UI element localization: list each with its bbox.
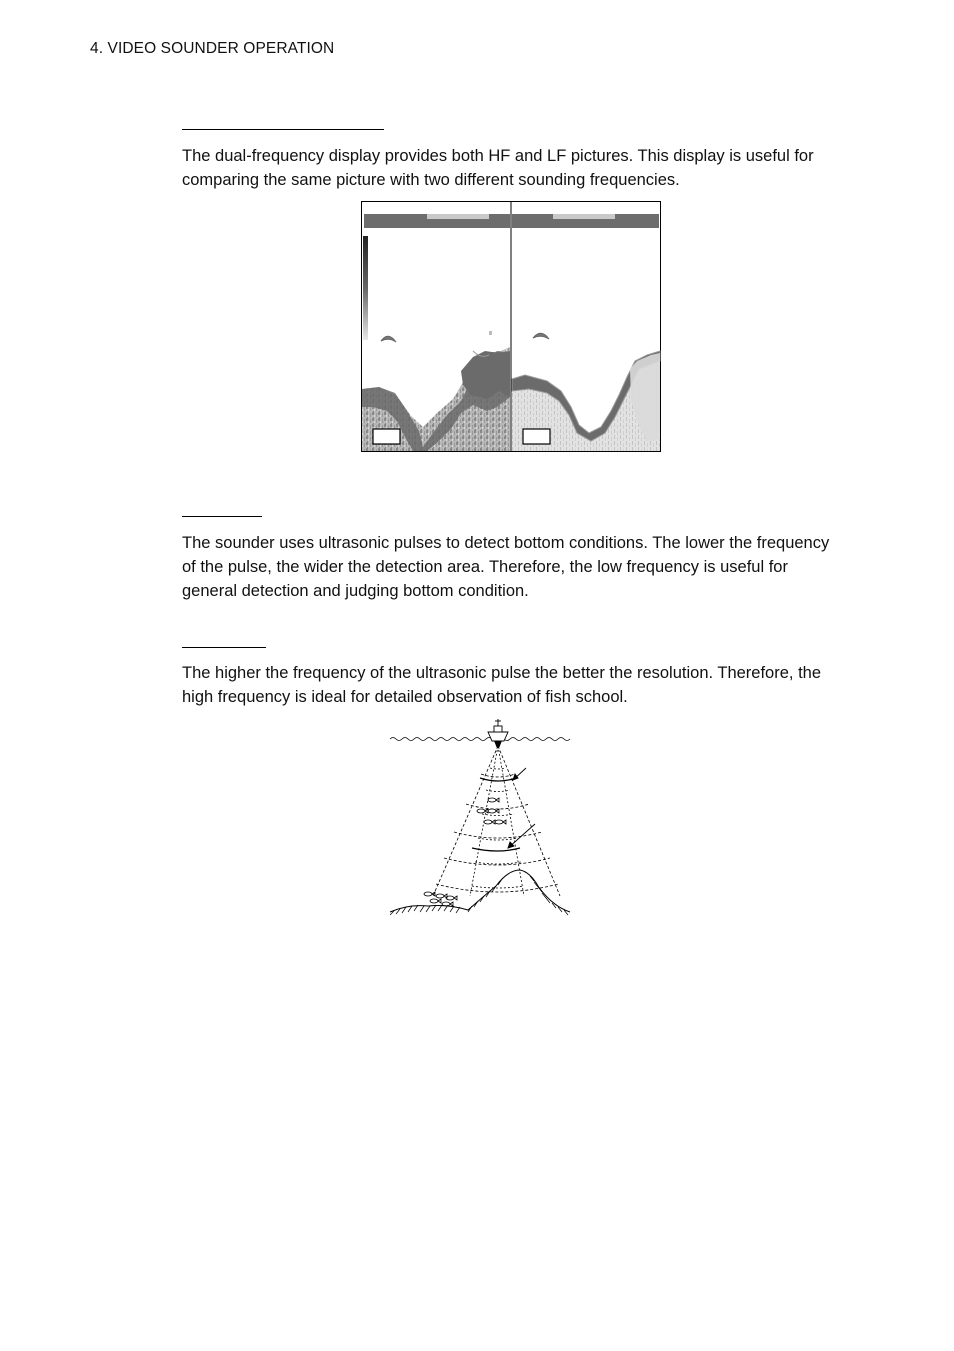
dual-frequency-paragraph: The dual-frequency display provides both HF and LF pictures. This display is useful for comparing the same picture with two different sounding frequencies. (182, 147, 814, 189)
section-heading-underline-low (182, 516, 262, 517)
low-frequency-beam (433, 746, 560, 896)
color-scale-bar (363, 236, 368, 340)
section-heading-underline-high (182, 647, 266, 648)
lf-top-status-bar (512, 214, 659, 228)
hf-label-box (373, 429, 400, 444)
sea-surface-waves (390, 738, 570, 741)
high-frequency-beam (470, 746, 524, 896)
boat-icon (488, 719, 508, 747)
running-header: 4. VIDEO SOUNDER OPERATION (90, 40, 335, 57)
high-frequency-paragraph: The higher the frequency of the ultrasonic pulse the better the resolution. Therefore, the high frequency is ideal for detailed observation of fish school. (182, 664, 822, 706)
seabed-terrain (390, 870, 570, 915)
dual-frequency-display-figure (361, 201, 661, 452)
hf-top-status-bar (364, 214, 510, 228)
section-heading-underline-dual (182, 129, 384, 130)
low-frequency-paragraph: The sounder uses ultrasonic pulses to detect bottom conditions. The lower the frequency of the pulse, the wider the detection area. Therefore, the low frequency is useful for general detection and judging bottom condition. (182, 534, 830, 600)
beam-illustration (388, 716, 578, 916)
lf-label-box (523, 429, 550, 444)
